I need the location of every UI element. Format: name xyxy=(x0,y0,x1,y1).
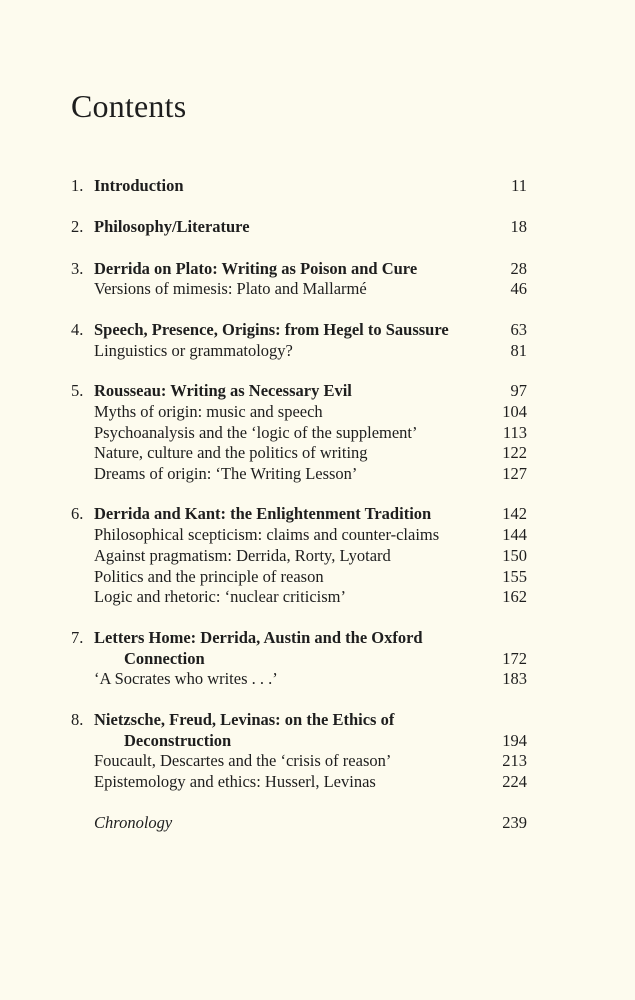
page-title: Contents xyxy=(71,88,187,124)
toc-chapter-7[interactable] xyxy=(71,627,527,648)
page-number: 11 xyxy=(511,176,527,195)
toc-chapter-continuation[interactable] xyxy=(71,730,527,751)
chapter-number: 2. xyxy=(71,217,84,236)
toc-section[interactable] xyxy=(71,668,527,689)
chapter-title: Introduction xyxy=(94,176,184,195)
chapter-title: Nietzsche, Freud, Levinas: on the Ethics of xyxy=(94,710,395,729)
toc-chapter-continuation[interactable] xyxy=(71,648,527,669)
toc-section[interactable] xyxy=(71,524,527,545)
section-title: Logic and rhetoric: ‘nuclear criticism’ xyxy=(94,587,346,606)
toc-section[interactable] xyxy=(71,401,527,422)
toc-section[interactable] xyxy=(71,463,527,484)
toc-chronology[interactable] xyxy=(71,812,527,833)
section-title: ‘A Socrates who writes . . .’ xyxy=(94,669,278,688)
toc-section[interactable] xyxy=(71,750,527,771)
chapter-title: Rousseau: Writing as Necessary Evil xyxy=(94,381,352,400)
section-title: Psychoanalysis and the ‘logic of the supplement’ xyxy=(94,423,418,442)
toc-chapter-6[interactable] xyxy=(71,503,527,524)
chapter-number: 6. xyxy=(71,504,84,523)
page-number: 194 xyxy=(502,731,527,750)
chapter-number: 5. xyxy=(71,381,84,400)
page-number: 162 xyxy=(502,587,527,606)
chapter-number: 4. xyxy=(71,320,84,339)
page-number: 18 xyxy=(510,217,527,236)
page-number: 46 xyxy=(510,279,527,298)
page-number: 28 xyxy=(510,259,527,278)
section-title: Epistemology and ethics: Husserl, Levinas xyxy=(94,772,376,791)
chapter-number: 8. xyxy=(71,710,84,729)
toc-chapter-1[interactable] xyxy=(71,175,527,196)
page-number: 183 xyxy=(502,669,527,688)
chapter-title: Speech, Presence, Origins: from Hegel to Saussure xyxy=(94,320,449,339)
section-title: Dreams of origin: ‘The Writing Lesson’ xyxy=(94,464,358,483)
page-number: 155 xyxy=(502,567,527,586)
chapter-title: Derrida and Kant: the Enlightenment Tradition xyxy=(94,504,432,523)
section-title: Linguistics or grammatology? xyxy=(94,341,293,360)
section-title: Foucault, Descartes and the ‘crisis of reason’ xyxy=(94,751,392,770)
page-number: 213 xyxy=(502,751,527,770)
page-number: 104 xyxy=(502,402,527,421)
toc-section[interactable] xyxy=(71,278,527,299)
section-title: Nature, culture and the politics of writing xyxy=(94,443,368,462)
chapter-number: 1. xyxy=(71,176,84,195)
chapter-number: 3. xyxy=(71,259,84,278)
page-number: 122 xyxy=(502,443,527,462)
page-number: 81 xyxy=(510,341,527,360)
section-title: Versions of mimesis: Plato and Mallarmé xyxy=(94,279,367,298)
toc-section[interactable] xyxy=(71,442,527,463)
chapter-number: 7. xyxy=(71,628,84,647)
page-number: 172 xyxy=(502,649,527,668)
page-number: 113 xyxy=(502,423,527,442)
page-number: 144 xyxy=(502,525,527,544)
toc-chapter-3[interactable] xyxy=(71,258,527,279)
page-number: 239 xyxy=(502,813,527,832)
chapter-title: Derrida on Plato: Writing as Poison and Cure xyxy=(94,259,418,278)
toc-chapter-8[interactable] xyxy=(71,709,527,730)
chapter-title: Letters Home: Derrida, Austin and the Oxford xyxy=(94,628,423,647)
toc-section[interactable] xyxy=(71,586,527,607)
toc-section[interactable] xyxy=(71,566,527,587)
page-number: 224 xyxy=(502,772,527,791)
toc-chapter-5[interactable] xyxy=(71,380,527,401)
page-number: 142 xyxy=(502,504,527,523)
chapter-title-continuation: Deconstruction xyxy=(124,731,232,750)
section-title: Philosophical scepticism: claims and counter-claims xyxy=(94,525,440,544)
section-title: Myths of origin: music and speech xyxy=(94,402,323,421)
toc-chapter-4[interactable] xyxy=(71,319,527,340)
chronology-title: Chronology xyxy=(94,813,173,832)
page-number: 150 xyxy=(502,546,527,565)
toc-section[interactable] xyxy=(71,545,527,566)
page-number: 63 xyxy=(510,320,527,339)
toc-section[interactable] xyxy=(71,340,527,361)
chapter-title: Philosophy/Literature xyxy=(94,217,250,236)
page-number: 97 xyxy=(510,381,527,400)
section-title: Politics and the principle of reason xyxy=(94,567,324,586)
toc-chapter-2[interactable] xyxy=(71,216,527,237)
toc-section[interactable] xyxy=(71,422,527,443)
page-number: 127 xyxy=(502,464,527,483)
chapter-title-continuation: Connection xyxy=(124,649,205,668)
toc-section[interactable] xyxy=(71,771,527,792)
section-title: Against pragmatism: Derrida, Rorty, Lyotard xyxy=(94,546,391,565)
